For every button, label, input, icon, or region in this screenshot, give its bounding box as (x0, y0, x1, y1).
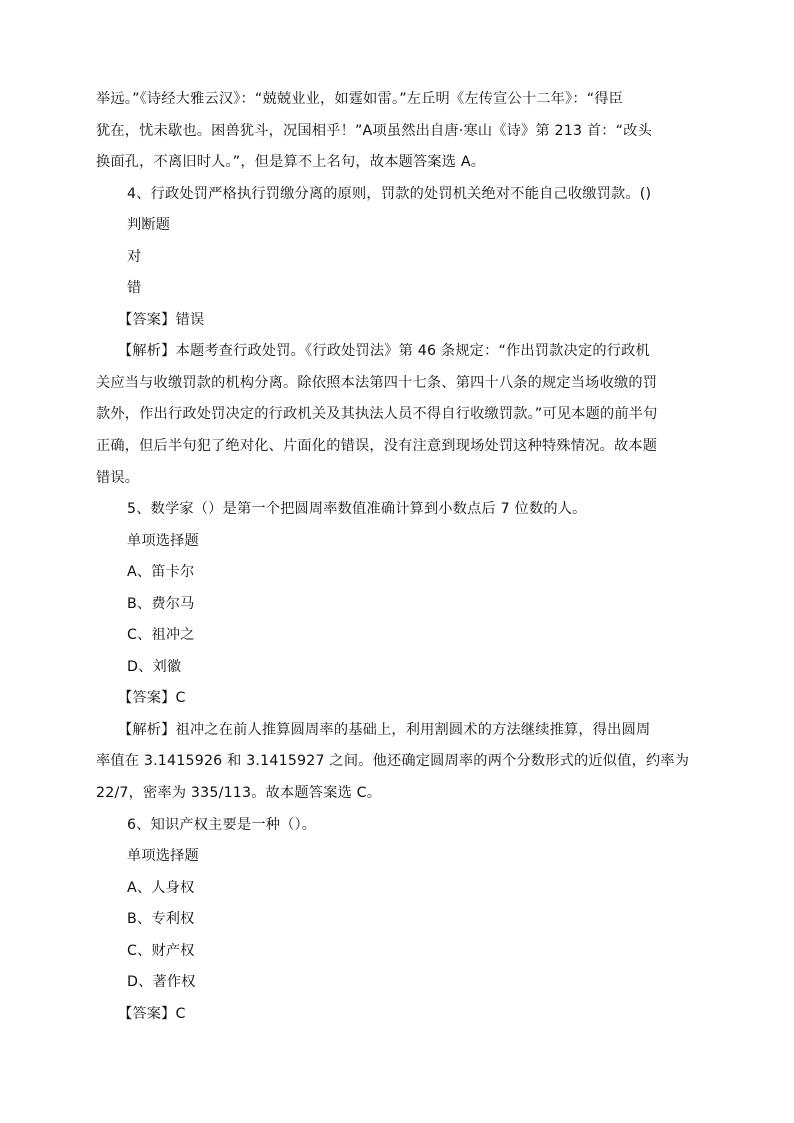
text-line: 率值在 3.1415926 和 3.1415927 之间。他还确定圆周率的两个分数形式的近似值，约率为 (96, 753, 690, 770)
text-line: 判断题 (127, 217, 171, 234)
text-line: 单项选择题 (127, 848, 199, 865)
text-line: 错误。 (96, 469, 140, 486)
text-line: A、笛卡尔 (127, 564, 195, 581)
text-line: 【答案】错误 (118, 311, 205, 328)
text-line: 关应当与收缴罚款的机构分离。除依照本法第四十七条、第四十八条的规定当场收缴的罚 (96, 374, 658, 391)
text-line: A、人身权 (127, 879, 195, 896)
text-line: 举远。”《诗经大雅云汉》：“兢兢业业，如霆如雷。”左丘明《左传宣公十二年》：“得臣 (96, 91, 624, 107)
text-line: D、著作权 (127, 974, 196, 991)
text-line: 5、数学家（）是第一个把圆周率数值准确计算到小数点后 7 位数的人。 (127, 501, 587, 518)
text-line: B、专利权 (127, 911, 195, 928)
text-line: 22/7，密率为 335/113。故本题答案选 C。 (96, 785, 382, 802)
text-line: 换面孔，不离旧时人。”，但是算不上名句，故本题答案选 A。 (96, 154, 486, 171)
text-line: 错 (127, 280, 142, 297)
text-line: 【答案】C (118, 1005, 186, 1022)
text-line: 对 (127, 248, 142, 265)
text-line: 款外，作出行政处罚决定的行政机关及其执法人员不得自行收缴罚款。”可见本题的前半句 (96, 406, 658, 423)
text-line: 【答案】C (118, 690, 186, 707)
text-line: 6、知识产权主要是一种（）。 (127, 816, 317, 833)
document-page (0, 84, 794, 1030)
text-line: 【解析】本题考查行政处罚。《行政处罚法》第 46 条规定：“作出罚款决定的行政机 (118, 343, 650, 360)
text-line: 【解析】祖冲之在前人推算圆周率的基础上，利用割圆术的方法继续推算，得出圆周 (118, 721, 651, 738)
text-line: 犹在，忧未歇也。困兽犹斗，况国相乎！”A项虽然出自唐·寒山《诗》第 213 首：“改头 (96, 122, 652, 139)
text-line: 正确，但后半句犯了绝对化、片面化的错误，没有注意到现场处罚这种特殊情况。故本题 (96, 438, 658, 455)
text-line: B、费尔马 (127, 595, 195, 612)
text-line: D、刘徽 (127, 658, 182, 675)
text-line: C、财产权 (127, 942, 195, 959)
text-line: C、祖冲之 (127, 627, 195, 644)
text-line: 单项选择题 (127, 532, 199, 549)
text-line: 4、行政处罚严格执行罚缴分离的原则，罚款的处罚机关绝对不能自己收缴罚款。() (127, 185, 652, 202)
